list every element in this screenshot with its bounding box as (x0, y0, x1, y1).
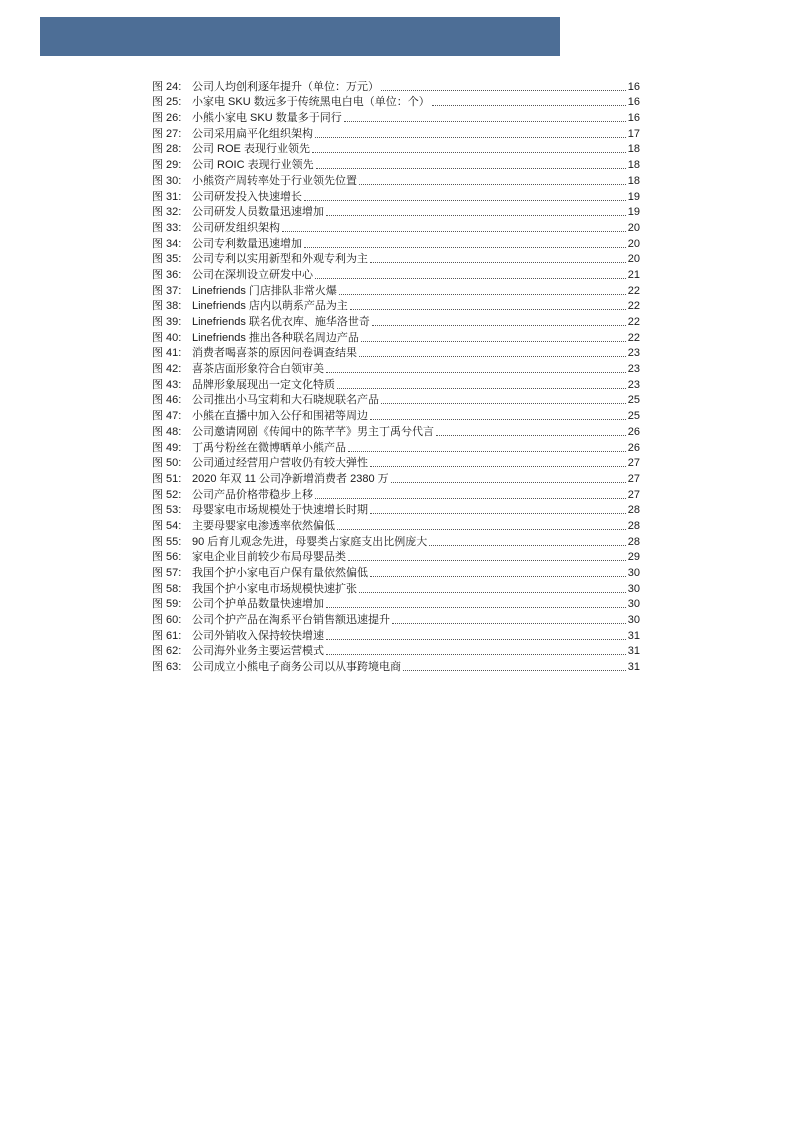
page-number: 30 (627, 582, 640, 595)
figure-number: 图 52: (152, 488, 182, 501)
page-number: 20 (627, 221, 640, 234)
dot-leader (337, 529, 626, 530)
dot-leader (326, 215, 626, 216)
figure-title: 公司产品价格带稳步上移 (192, 488, 313, 501)
figure-title: 公司专利以实用新型和外观专利为主 (192, 253, 368, 266)
page-number: 18 (627, 159, 640, 172)
dot-leader (381, 90, 626, 91)
figure-number: 图 61: (152, 629, 182, 642)
toc-entry[interactable] (152, 486, 640, 502)
figure-title: 母婴家电市场规模处于快速增长时期 (192, 504, 368, 517)
page-number: 28 (627, 504, 640, 517)
figure-number: 图 51: (152, 472, 182, 485)
figure-title: 公司推出小马宝莉和大石晓规联名产品 (192, 394, 379, 407)
dot-leader (344, 121, 626, 122)
dot-leader (315, 498, 626, 499)
figure-title: 丁禹兮粉丝在微博晒单小熊产品 (192, 441, 346, 454)
page-number: 29 (627, 551, 640, 564)
page-number: 26 (627, 441, 640, 454)
dot-leader (403, 670, 626, 671)
dot-leader (381, 403, 626, 404)
dot-leader (304, 200, 626, 201)
toc-entry[interactable] (152, 219, 640, 235)
page-number: 27 (627, 472, 640, 485)
page-number: 18 (627, 174, 640, 187)
figure-title: 公司海外业务主要运营模式 (192, 645, 324, 658)
figure-number: 图 24: (152, 80, 182, 93)
figure-number: 图 46: (152, 394, 182, 407)
dot-leader (370, 513, 626, 514)
page-number: 18 (627, 143, 640, 156)
figure-title: 公司邀请网剧《传闻中的陈芊芊》男主丁禹兮代言 (192, 425, 434, 438)
figure-title: 公司 ROE 表现行业领先 (192, 143, 310, 156)
page-number: 23 (627, 363, 640, 376)
figure-title: 2020 年双 11 公司净新增消费者 2380 万 (192, 472, 389, 485)
toc-entry[interactable] (152, 423, 640, 439)
figure-title: 喜茶店面形象符合白领审美 (192, 363, 324, 376)
toc-entry[interactable] (152, 282, 640, 298)
toc-entry[interactable] (152, 549, 640, 565)
toc-entry[interactable] (152, 596, 640, 612)
dot-leader (282, 231, 626, 232)
toc-entry[interactable] (152, 204, 640, 220)
figure-number: 图 41: (152, 347, 182, 360)
figure-title: 公司采用扁平化组织架构 (192, 127, 313, 140)
toc-entry[interactable] (152, 313, 640, 329)
toc-entry[interactable] (152, 376, 640, 392)
page-number: 21 (627, 268, 640, 281)
page-number: 31 (627, 629, 640, 642)
toc-entry[interactable] (152, 360, 640, 376)
figure-number: 图 53: (152, 504, 182, 517)
toc-entry[interactable] (152, 470, 640, 486)
page-number: 16 (627, 80, 640, 93)
figure-title: 消费者喝喜茶的原因问卷调查结果 (192, 347, 357, 360)
header-bar (40, 17, 560, 56)
figure-number: 图 32: (152, 206, 182, 219)
page-number: 27 (627, 488, 640, 501)
figure-title: 公司 ROIC 表现行业领先 (192, 159, 314, 172)
page-number: 22 (627, 284, 640, 297)
toc-entry[interactable] (152, 643, 640, 659)
page-number: 22 (627, 300, 640, 313)
toc-entry[interactable] (152, 329, 640, 345)
page-number: 19 (627, 190, 640, 203)
figure-title: 公司个护产品在淘系平台销售额迅速提升 (192, 614, 390, 627)
dot-leader (348, 560, 626, 561)
figure-number: 图 63: (152, 661, 182, 674)
figure-number: 图 31: (152, 190, 182, 203)
figure-number: 图 29: (152, 159, 182, 172)
toc-entry[interactable] (152, 407, 640, 423)
toc-entry[interactable] (152, 392, 640, 408)
figure-number: 图 33: (152, 221, 182, 234)
page-number: 26 (627, 425, 640, 438)
figure-number: 图 47: (152, 410, 182, 423)
dot-leader (372, 325, 626, 326)
figure-title: 小熊资产周转率处于行业领先位置 (192, 174, 357, 187)
figure-number: 图 42: (152, 363, 182, 376)
figure-number: 图 60: (152, 614, 182, 627)
toc-entry[interactable] (152, 580, 640, 596)
dot-leader (315, 137, 626, 138)
figure-number: 图 37: (152, 284, 182, 297)
toc-entry[interactable] (152, 141, 640, 157)
dot-leader (326, 639, 626, 640)
toc-entry[interactable] (152, 455, 640, 471)
toc-entry[interactable] (152, 564, 640, 580)
figure-number: 图 59: (152, 598, 182, 611)
dot-leader (315, 278, 626, 279)
page-number: 17 (627, 127, 640, 140)
figure-title: 90 后育儿观念先进，母婴类占家庭支出比例庞大 (192, 535, 428, 548)
figure-title: 我国个护小家电百户保有量依然偏低 (192, 567, 368, 579)
dot-leader (337, 388, 626, 389)
figure-number: 图 48: (152, 425, 182, 438)
figure-number: 图 26: (152, 112, 182, 125)
dot-leader (316, 168, 626, 169)
figure-number: 图 34: (152, 237, 182, 250)
figure-number: 图 40: (152, 331, 182, 344)
figure-number: 图 39: (152, 316, 182, 328)
figure-index-list (152, 78, 640, 674)
toc-entry[interactable] (152, 109, 640, 125)
page-number: 22 (627, 331, 640, 344)
dot-leader (391, 482, 626, 483)
figure-number: 图 35: (152, 253, 182, 266)
dot-leader (436, 435, 626, 436)
page-number: 30 (627, 567, 640, 579)
figure-title: 家电企业目前较少布局母婴品类 (192, 551, 346, 564)
figure-title: 公司研发投入快速增长 (192, 190, 302, 203)
dot-leader (392, 623, 626, 624)
page-number: 30 (627, 614, 640, 627)
toc-entry[interactable] (152, 502, 640, 518)
figure-number: 图 50: (152, 457, 182, 470)
page-number: 20 (627, 253, 640, 266)
page-number: 22 (627, 316, 640, 328)
dot-leader (326, 654, 626, 655)
toc-entry[interactable] (152, 658, 640, 674)
figure-title: 公司研发组织架构 (192, 221, 280, 234)
dot-leader (370, 262, 626, 263)
dot-leader (359, 356, 626, 357)
toc-entry[interactable] (152, 251, 640, 267)
figure-number: 图 38: (152, 300, 182, 313)
figure-number: 图 28: (152, 143, 182, 156)
page-number: 25 (627, 410, 640, 423)
figure-number: 图 27: (152, 127, 182, 140)
figure-number: 图 36: (152, 268, 182, 281)
figure-title: Linefriends 联名优衣库、施华洛世奇 (192, 316, 370, 328)
dot-leader (312, 152, 626, 153)
dot-leader (359, 184, 626, 185)
figure-title: 公司研发人员数量迅速增加 (192, 206, 324, 219)
page-number: 31 (627, 661, 640, 674)
dot-leader (429, 545, 625, 546)
figure-title: 品牌形象展现出一定文化特质 (192, 378, 335, 391)
figure-title: 主要母婴家电渗透率依然偏低 (192, 519, 335, 532)
figure-title: Linefriends 门店排队非常火爆 (192, 284, 337, 297)
page-number: 28 (627, 535, 640, 548)
toc-entry[interactable] (152, 517, 640, 533)
figure-number: 图 56: (152, 551, 182, 564)
toc-entry[interactable] (152, 298, 640, 314)
figure-title: 公司专利数量迅速增加 (192, 237, 302, 250)
dot-leader (359, 592, 626, 593)
toc-entry[interactable] (152, 94, 640, 110)
dot-leader (432, 105, 626, 106)
toc-entry[interactable] (152, 172, 640, 188)
dot-leader (361, 341, 626, 342)
figure-number: 图 55: (152, 535, 182, 548)
figure-title: 公司在深圳设立研发中心 (192, 268, 313, 281)
figure-number: 图 62: (152, 645, 182, 658)
dot-leader (326, 607, 626, 608)
toc-entry[interactable] (152, 188, 640, 204)
figure-number: 图 43: (152, 378, 182, 391)
toc-entry[interactable] (152, 78, 640, 94)
page-number: 25 (627, 394, 640, 407)
figure-number: 图 25: (152, 96, 182, 109)
dot-leader (370, 466, 626, 467)
page-number: 28 (627, 519, 640, 532)
figure-number: 图 54: (152, 519, 182, 532)
dot-leader (326, 372, 626, 373)
figure-title: 小家电 SKU 数远多于传统黑电白电（单位：个） (192, 96, 430, 109)
figure-title: Linefriends 推出各种联名周边产品 (192, 331, 359, 344)
figure-number: 图 58: (152, 582, 182, 595)
toc-entry[interactable] (152, 235, 640, 251)
page-number: 30 (627, 598, 640, 611)
page-number: 23 (627, 378, 640, 391)
figure-title: 公司通过经营用户营收仍有较大弹性 (192, 457, 368, 470)
figure-title: 公司外销收入保持较快增速 (192, 629, 324, 642)
toc-entry[interactable] (152, 156, 640, 172)
page-number: 19 (627, 206, 640, 219)
page-number: 16 (627, 112, 640, 125)
figure-title: 我国个护小家电市场规模快速扩张 (192, 582, 357, 595)
page-number: 31 (627, 645, 640, 658)
page-number: 16 (627, 96, 640, 109)
page-number: 20 (627, 237, 640, 250)
dot-leader (370, 576, 626, 577)
figure-title: 小熊在直播中加入公仔和围裙等周边 (192, 410, 368, 423)
figure-title: 小熊小家电 SKU 数量多于同行 (192, 112, 342, 125)
figure-title: 公司人均创利逐年提升（单位：万元） (192, 80, 379, 93)
toc-entry[interactable] (152, 533, 640, 549)
toc-entry[interactable] (152, 439, 640, 455)
figure-title: Linefriends 店内以萌系产品为主 (192, 300, 348, 313)
dot-leader (339, 294, 626, 295)
dot-leader (370, 419, 626, 420)
toc-entry[interactable] (152, 345, 640, 361)
toc-entry[interactable] (152, 266, 640, 282)
dot-leader (304, 247, 626, 248)
toc-entry[interactable] (152, 611, 640, 627)
figure-title: 公司个护单品数量快速增加 (192, 598, 324, 611)
page-number: 23 (627, 347, 640, 360)
toc-entry[interactable] (152, 125, 640, 141)
toc-entry[interactable] (152, 627, 640, 643)
figure-title: 公司成立小熊电子商务公司以从事跨境电商 (192, 661, 401, 674)
page-number: 27 (627, 457, 640, 470)
dot-leader (350, 309, 626, 310)
dot-leader (348, 451, 626, 452)
figure-number: 图 49: (152, 441, 182, 454)
figure-number: 图 30: (152, 174, 182, 187)
figure-number: 图 57: (152, 567, 182, 579)
